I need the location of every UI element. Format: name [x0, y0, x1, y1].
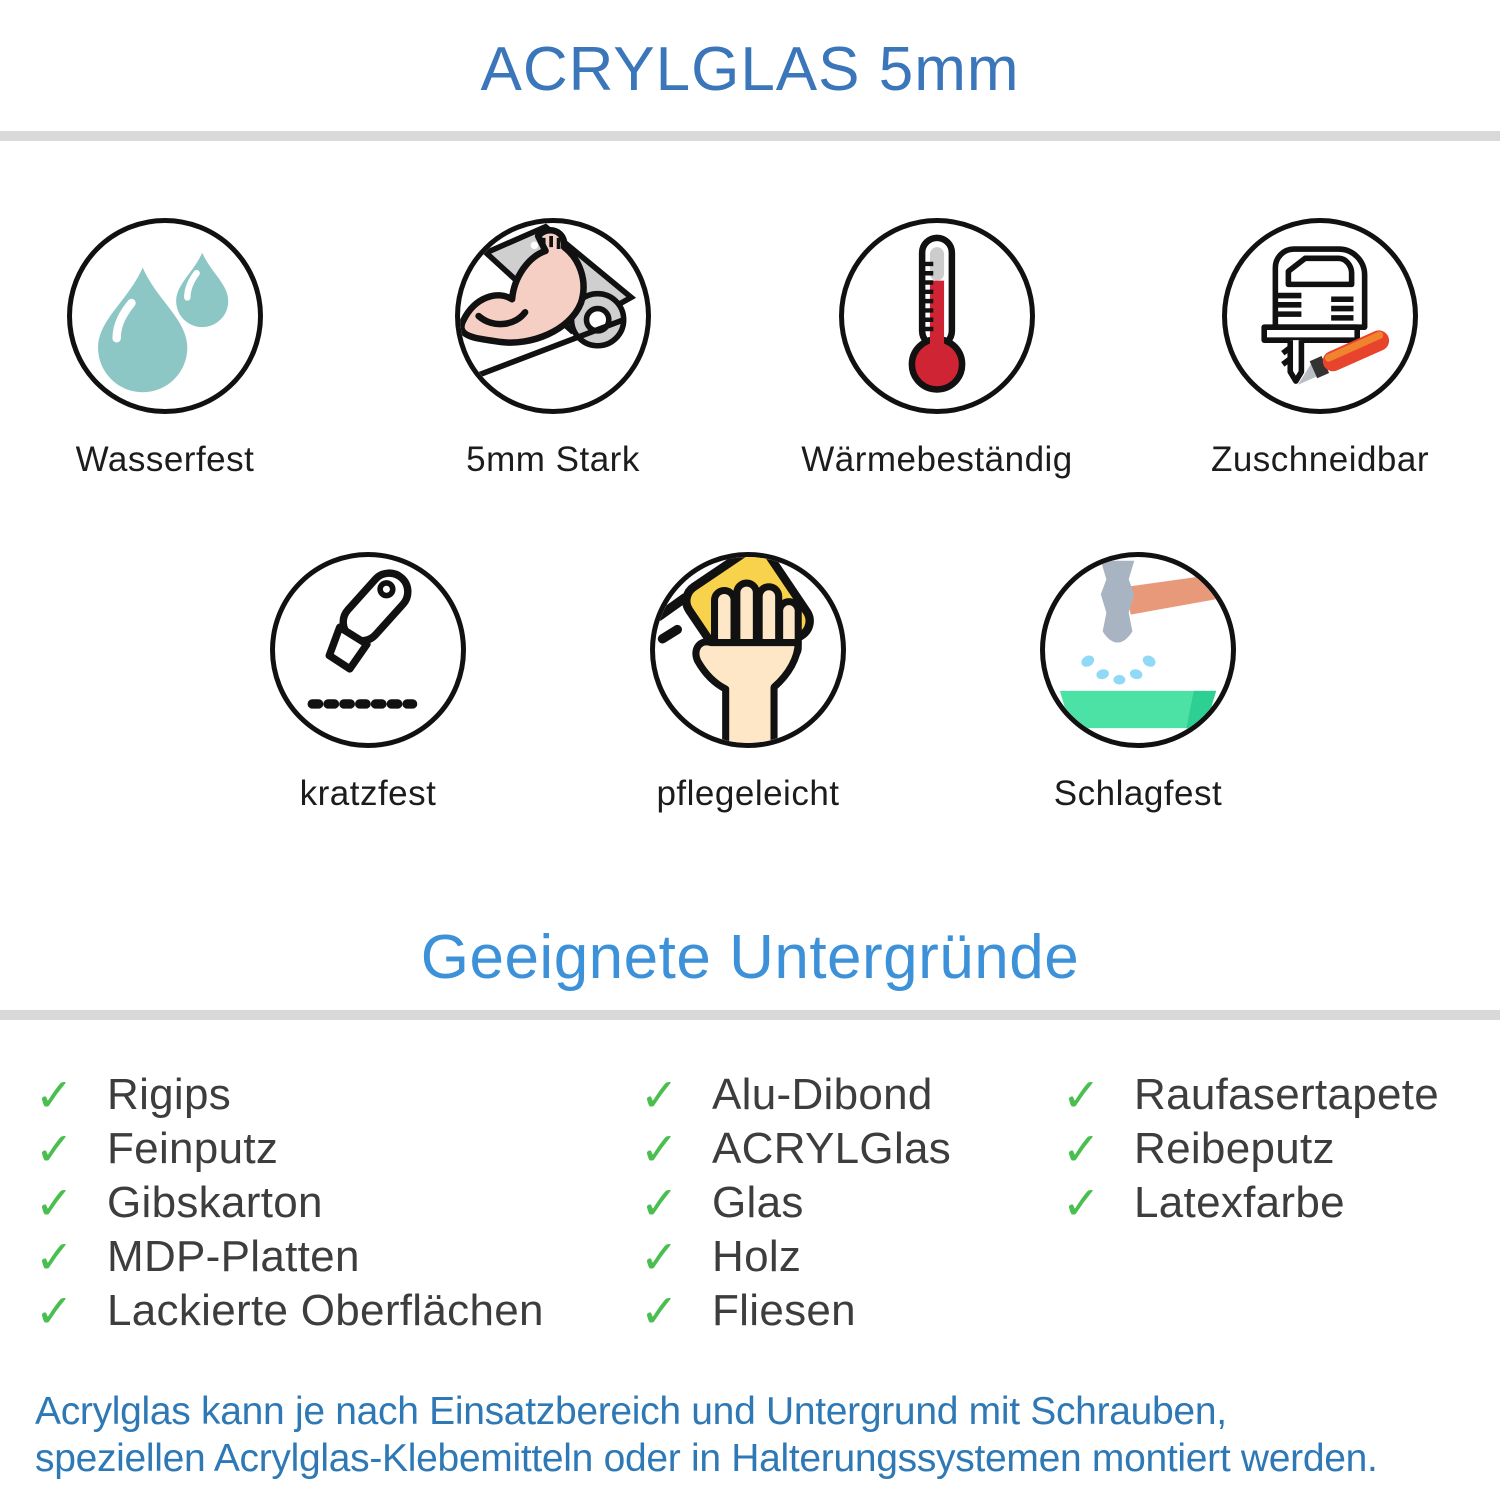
substrate-label: Feinputz	[107, 1124, 279, 1173]
list-item	[35, 1176, 544, 1230]
substrate-label: Fliesen	[712, 1286, 856, 1335]
check-icon: ✓	[640, 1177, 679, 1229]
list-item	[640, 1284, 951, 1338]
list-item	[640, 1230, 951, 1284]
list-item	[35, 1230, 544, 1284]
feature-schlagfest	[988, 552, 1288, 814]
check-icon: ✓	[35, 1177, 74, 1229]
feature-label: Schlagfest	[1053, 774, 1223, 813]
substrate-label: Reibeputz	[1134, 1124, 1335, 1173]
utility-knife-icon	[275, 557, 461, 743]
feature-label: Wasserfest	[75, 440, 255, 479]
mounting-note-line1: Acrylglas kann je nach Einsatzbereich und Untergrund mit Schrauben,	[35, 1390, 1227, 1433]
feature-zuschneidbar	[1170, 218, 1470, 480]
thermometer-icon-circle	[839, 218, 1035, 414]
jigsaw-icon-circle	[1222, 218, 1418, 414]
list-item	[1062, 1068, 1439, 1122]
check-icon: ✓	[35, 1231, 74, 1283]
muscle-arm-icon-circle	[455, 218, 651, 414]
section-heading: Geeignete Untergründe	[420, 923, 1080, 992]
feature-label: 5mm Stark	[466, 440, 640, 479]
check-icon: ✓	[35, 1069, 74, 1121]
wiping-hand-icon-circle	[650, 552, 846, 748]
substrates-column-2	[640, 1068, 951, 1338]
utility-knife-icon-circle	[270, 552, 466, 748]
substrate-label: Lackierte Oberflächen	[107, 1286, 544, 1335]
list-item	[640, 1068, 951, 1122]
check-icon: ✓	[640, 1069, 679, 1121]
jigsaw-icon	[1227, 223, 1413, 409]
substrate-label: Glas	[712, 1178, 804, 1227]
feature-label: pflegeleicht	[656, 774, 840, 813]
divider-bar-middle	[0, 1010, 1500, 1020]
feature-kratzfest	[218, 552, 518, 814]
water-drops-icon	[72, 223, 258, 409]
feature-5mm-stark	[403, 218, 703, 480]
feature-waermebestaendig	[787, 218, 1087, 480]
check-icon: ✓	[640, 1285, 679, 1337]
substrates-column-3	[1062, 1068, 1439, 1230]
mounting-note	[35, 1388, 1475, 1482]
feature-label: kratzfest	[299, 774, 437, 813]
check-icon: ✓	[1062, 1123, 1101, 1175]
list-item	[35, 1122, 544, 1176]
check-icon: ✓	[640, 1123, 679, 1175]
check-icon: ✓	[35, 1285, 74, 1337]
list-item	[1062, 1122, 1439, 1176]
substrate-label: Latexfarbe	[1134, 1178, 1345, 1227]
substrate-label: Alu-Dibond	[712, 1070, 933, 1119]
list-item	[1062, 1176, 1439, 1230]
hammer-icon-circle	[1040, 552, 1236, 748]
feature-label: Wärmebeständig	[801, 440, 1073, 479]
substrate-label: Raufasertapete	[1134, 1070, 1440, 1119]
check-icon: ✓	[640, 1231, 679, 1283]
wiping-hand-icon	[655, 557, 841, 743]
hammer-icon	[1045, 557, 1231, 743]
list-item	[640, 1122, 951, 1176]
substrate-label: ACRYLGlas	[712, 1124, 952, 1173]
substrates-column-1	[35, 1068, 544, 1338]
list-item	[640, 1176, 951, 1230]
substrate-label: MDP-Platten	[107, 1232, 360, 1281]
substrate-label: Holz	[712, 1232, 802, 1281]
thermometer-icon	[844, 223, 1030, 409]
check-icon: ✓	[1062, 1069, 1101, 1121]
check-icon: ✓	[1062, 1177, 1101, 1229]
substrate-label: Gibskarton	[107, 1178, 323, 1227]
substrate-label: Rigips	[107, 1070, 232, 1119]
check-icon: ✓	[35, 1123, 74, 1175]
mounting-note-line2: speziellen Acrylglas-Klebemitteln oder in Halterungssystemen montiert werden.	[35, 1437, 1378, 1480]
page-title: ACRYLGLAS 5mm	[480, 35, 1020, 104]
water-drops-icon-circle	[67, 218, 263, 414]
feature-pflegeleicht	[598, 552, 898, 814]
muscle-arm-icon	[460, 223, 646, 409]
feature-label: Zuschneidbar	[1210, 440, 1430, 479]
divider-bar-top	[0, 131, 1500, 141]
list-item	[35, 1284, 544, 1338]
list-item	[35, 1068, 544, 1122]
feature-wasserfest	[15, 218, 315, 480]
